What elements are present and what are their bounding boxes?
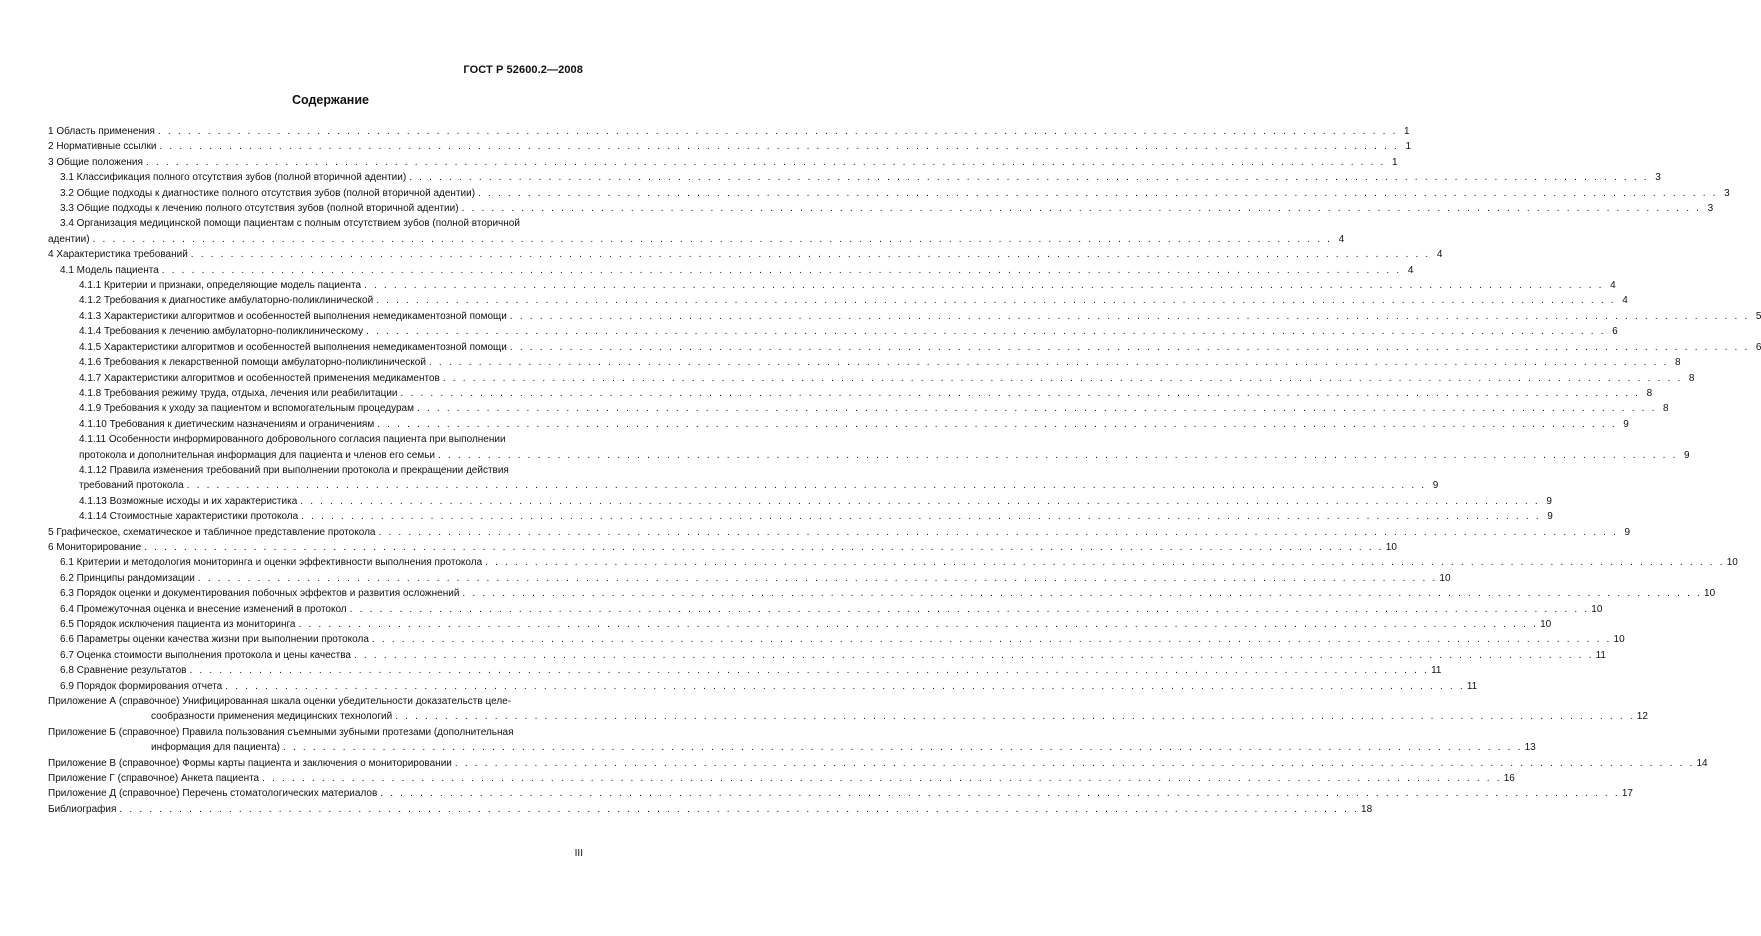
toc-entry-title: 4.1 Модель пациента [60,264,159,276]
toc-entry-title: 6.9 Порядок формирования отчета [60,680,223,692]
toc-entry-page: 9 [1547,511,1553,523]
toc-entry-line [60,555,1738,570]
toc-entry-title: 4 Характеристика требований [48,249,188,261]
toc-entry[interactable] [48,263,1414,278]
toc-entry-title: Приложение В (справочное) Формы карты пациента и заключения о мониторировании [48,757,452,769]
toc-entry-page: 6 [1755,341,1761,353]
toc-entry[interactable] [48,494,1552,509]
toc-entry[interactable] [48,725,1536,756]
dot-leader [380,786,1620,801]
toc-entry-line [79,309,1761,324]
toc-entry-page: 18 [1361,803,1373,815]
toc-entry[interactable] [48,247,1443,262]
toc-entry[interactable] [48,555,1738,570]
toc-entry[interactable] [48,771,1515,786]
toc-entry-page: 8 [1646,387,1653,399]
toc-entry-title-line: Приложение А (справочное) Унифицированная шкала оценки убедительности доказательств целе- [48,696,512,708]
toc-entry-line [60,201,1714,216]
toc-entry-title: 6.7 Оценка стоимости выполнения протокола и цены качества [60,649,351,661]
toc-entry-line [79,340,1761,355]
toc-entry-page: 3 [1724,187,1730,199]
dot-leader [301,509,1541,524]
toc-entry[interactable] [48,586,1716,601]
dot-leader [350,602,1590,617]
dot-leader [283,740,1523,755]
toc-entry[interactable] [48,186,1730,201]
toc-entry-line [48,540,1397,555]
dot-leader [372,632,1612,647]
toc-entry-page: 10 [1591,603,1603,615]
toc-entry[interactable] [48,216,1345,247]
dot-leader [144,540,1384,555]
dot-leader [158,124,1398,139]
dot-leader [262,771,1502,786]
toc-entry-line [60,617,1552,632]
toc-entry-title: 3.2 Общие подходы к диагностике полного отсутствия зубов (полной вторичной адентии) [60,187,476,199]
toc-entry[interactable] [48,278,1616,293]
toc-entry-page: 3 [1655,172,1661,184]
toc-entry-title: 3.3 Общие подходы к лечению полного отсутствия зубов (полной вторичной адентии) [60,203,459,215]
toc-entry[interactable] [48,617,1552,632]
toc-entry-line [79,293,1628,308]
dot-leader [510,309,1750,324]
dot-leader [443,371,1683,386]
toc-entry-line [60,586,1716,601]
dot-leader [401,386,1641,401]
toc-entry-line [79,417,1629,432]
dot-leader [510,340,1750,355]
dot-leader [455,756,1695,771]
toc-entry[interactable] [48,155,1398,170]
toc-entry-page: 4 [1338,233,1345,245]
toc-entry-title: 4.1.5 Характеристики алгоритмов и особенностей выполнения немедикаментозной помощи [79,341,507,353]
toc-entry-page: 16 [1503,773,1515,785]
toc-entry-page: 17 [1621,788,1633,800]
toc-entry-page: 10 [1385,541,1397,553]
toc-entry[interactable] [48,371,1695,386]
toc-entry-title: 3.1 Классификация полного отсутствия зубов (полной вторичной адентии) [60,172,407,184]
toc-entry-page: 1 [1405,141,1412,153]
toc-entry-line [48,771,1515,786]
toc-entry-line [48,124,1410,139]
toc-entry-page: 9 [1546,495,1552,507]
dot-leader [187,478,1427,493]
toc-entry[interactable] [48,355,1681,370]
toc-entry-title: 4.1.4 Требования к лечению амбулаторно-поликлиническому [79,326,364,338]
toc-entry-line [79,355,1681,370]
dot-leader [417,401,1657,416]
toc-entry-title: 6.3 Порядок оценки и документирования побочных эффектов и развития осложнений [60,588,460,600]
toc-entry-line [79,371,1695,386]
dot-leader [478,186,1718,201]
toc-entry-title-line: Приложение Б (справочное) Правила пользования съемными зубными протезами (дополнительная [48,726,514,738]
toc-entry-line [79,509,1553,524]
toc-entry-page: 14 [1696,757,1708,769]
toc-entry[interactable] [48,786,1633,801]
toc-entry[interactable] [48,324,1618,339]
toc-entry-title: 6.6 Параметры оценки качества жизни при выполнении протокола [60,634,369,646]
toc-entry-title: 4.1.6 Требования к лекарственной помощи амбулаторно-поликлинической [79,357,426,369]
dot-leader [146,155,1386,170]
toc-entry-title: 4.1.13 Возможные исходы и их характеристика [79,495,298,507]
toc-entry[interactable] [48,386,1653,401]
toc-entry[interactable] [48,632,1625,647]
toc-entry-title: протокола и дополнительная информация для пациента и членов его семьи [79,449,435,461]
toc-entry-title: 6 Мониторирование [48,541,142,553]
toc-entry[interactable] [48,463,1439,494]
dot-leader [395,709,1635,724]
toc-entry[interactable] [48,802,1373,817]
toc-entry[interactable] [48,309,1761,324]
dot-leader [364,278,1604,293]
toc-entry-page: 10 [1726,557,1738,569]
toc-entry[interactable] [48,602,1603,617]
toc-entry-line [79,324,1618,339]
toc-entry[interactable] [48,170,1661,185]
toc-entry-title: Приложение Г (справочное) Анкета пациента [48,773,260,785]
toc-entry-title-line: 3.4 Организация медицинской помощи пациентам с полным отсутствием зубов (полной вторичной [60,218,520,230]
toc-entry-line [79,278,1616,293]
toc-entry[interactable] [48,509,1553,524]
dot-leader [376,293,1616,308]
toc-entry-page: 9 [1432,480,1439,492]
toc-entry-line [48,740,1536,755]
toc-entry-title-line: 4.1.12 Правила изменения требований при выполнении протокола и прекращении действия [79,464,509,476]
toc-entry-title: Приложение Д (справочное) Перечень стоматологических материалов [48,788,378,800]
document-header: ГОСТ Р 52600.2—2008 [463,64,583,76]
toc-entry-title: 6.2 Принципы рандомизации [60,572,195,584]
table-of-contents [48,124,1761,817]
toc-entry-title: 4.1.8 Требования режиму труда, отдыха, лечения или реабилитации [79,387,398,399]
toc-entry-title: 4.1.7 Характеристики алгоритмов и особенностей применения медикаментов [79,372,440,384]
toc-entry-title: требований протокола [79,480,184,492]
toc-entry-line [79,386,1653,401]
toc-entry-line [79,448,1690,463]
toc-entry-line [48,525,1631,540]
toc-entry-title: 4.1.9 Требования к уходу за пациентом и вспомогательным процедурам [79,403,414,415]
toc-entry-title: 6.1 Критерии и методология мониторинга и оценки эффективности выполнения протокола [60,557,483,569]
toc-entry-title: 4.1.3 Характеристики алгоритмов и особенностей выполнения немедикаментозной помощи [79,310,507,322]
dot-leader [198,571,1438,586]
toc-entry-line [79,401,1669,416]
toc-entry-line [48,756,1708,771]
toc-entry-title: 3 Общие положения [48,156,143,168]
toc-entry-line [60,263,1414,278]
toc-entry-page: 4 [1407,264,1414,276]
toc-entry[interactable] [48,293,1628,308]
dot-leader [409,170,1649,185]
toc-entry[interactable] [48,571,1451,586]
dot-leader [462,201,1702,216]
dot-leader [354,648,1594,663]
toc-entry-line [48,232,1345,247]
dot-leader [225,679,1465,694]
toc-entry-page: 13 [1524,742,1536,754]
dot-leader [159,139,1399,154]
toc-entry-title: 4.1.2 Требования к диагностике амбулаторно-поликлинической [79,295,374,307]
toc-entry-title: 4.1.1 Критерии и признаки, определяющие модель пациента [79,280,362,292]
dot-leader [300,494,1540,509]
toc-entry[interactable] [48,124,1410,139]
toc-entry-title: 1 Область применения [48,126,155,137]
toc-entry-title: адентии) [48,233,90,245]
toc-entry-page: 3 [1707,203,1714,215]
toc-entry-title: 6.8 Сравнение результатов [60,665,187,677]
toc-entry-line [48,155,1398,170]
toc-entry-page: 11 [1431,665,1442,677]
toc-entry-line [60,663,1442,678]
toc-entry-page: 10 [1704,588,1716,600]
dot-leader [298,617,1538,632]
toc-entry-line [60,571,1451,586]
toc-entry-page: 9 [1624,526,1631,538]
toc-entry-page: 8 [1674,357,1681,369]
toc-entry-page: 10 [1613,634,1625,646]
toc-entry-line [60,648,1606,663]
toc-entry-page: 8 [1688,372,1695,384]
toc-entry[interactable] [48,694,1648,725]
toc-entry-title: 6.5 Порядок исключения пациента из мониторинга [60,619,296,630]
dot-leader [438,448,1678,463]
page-number: III [574,848,583,859]
toc-entry-line [79,478,1439,493]
toc-entry-page: 1 [1391,156,1398,168]
dot-leader [119,802,1359,817]
toc-entry-title: 5 Графическое, схематическое и табличное представление протокола [48,526,376,538]
toc-entry-line [48,247,1443,262]
toc-entry[interactable] [48,525,1631,540]
toc-entry-page: 6 [1612,326,1618,338]
toc-entry-line [79,494,1552,509]
dot-leader [377,417,1617,432]
dot-leader [162,263,1402,278]
dot-leader [462,586,1702,601]
toc-entry-page: 1 [1404,126,1410,137]
toc-entry-page: 4 [1436,249,1443,261]
dot-leader [189,663,1429,678]
toc-entry-line [60,602,1603,617]
toc-entry[interactable] [48,432,1690,463]
page-title: Содержание [291,93,369,107]
toc-entry-page: 10 [1540,619,1552,630]
toc-entry-line [48,802,1373,817]
toc-entry-title: 4.1.10 Требования к диетическим назначениям и ограничениям [79,418,375,430]
toc-entry-title: 2 Нормативные ссылки [48,141,157,153]
toc-entry-title: Библиография [48,803,117,815]
toc-entry-title-line: 4.1.11 Особенности информированного добровольного согласия пациента при выполнении [79,434,506,446]
toc-entry[interactable] [48,756,1708,771]
toc-entry-page: 10 [1439,572,1451,584]
toc-entry-line [60,186,1730,201]
toc-entry-title: 4.1.14 Стоимостные характеристики протокола [79,511,299,523]
toc-entry-page: 12 [1636,711,1648,723]
toc-entry-page: 8 [1663,403,1669,415]
toc-entry-title: информация для пациента) [151,742,280,754]
toc-entry[interactable] [48,201,1714,216]
dot-leader [485,555,1725,570]
dot-leader [429,355,1669,370]
toc-entry-page: 11 [1595,649,1606,661]
toc-entry[interactable] [48,139,1412,154]
toc-entry[interactable] [48,540,1397,555]
dot-leader [366,324,1606,339]
toc-entry-page: 11 [1466,680,1478,692]
toc-entry[interactable] [48,340,1761,355]
toc-entry-page: 4 [1610,280,1616,292]
toc-entry-line [48,709,1648,724]
toc-entry-page: 5 [1755,310,1761,322]
toc-entry-line [48,786,1633,801]
toc-entry[interactable] [48,401,1669,416]
toc-entry-page: 9 [1623,418,1629,430]
toc-entry-line [48,139,1412,154]
toc-entry-page: 4 [1622,295,1628,307]
dot-leader [191,247,1431,262]
toc-entry-line [60,632,1625,647]
toc-entry[interactable] [48,417,1629,432]
toc-entry[interactable] [48,648,1606,663]
toc-entry[interactable] [48,679,1478,694]
dot-leader [378,525,1618,540]
toc-entry-page: 9 [1684,449,1690,461]
toc-entry-line [60,170,1661,185]
toc-entry-title: 6.4 Промежуточная оценка и внесение изменений в протокол [60,603,347,615]
toc-entry-line [60,679,1478,694]
toc-entry-title: сообразности применения медицинских технологий [151,711,393,723]
toc-entry[interactable] [48,663,1442,678]
dot-leader [93,232,1333,247]
